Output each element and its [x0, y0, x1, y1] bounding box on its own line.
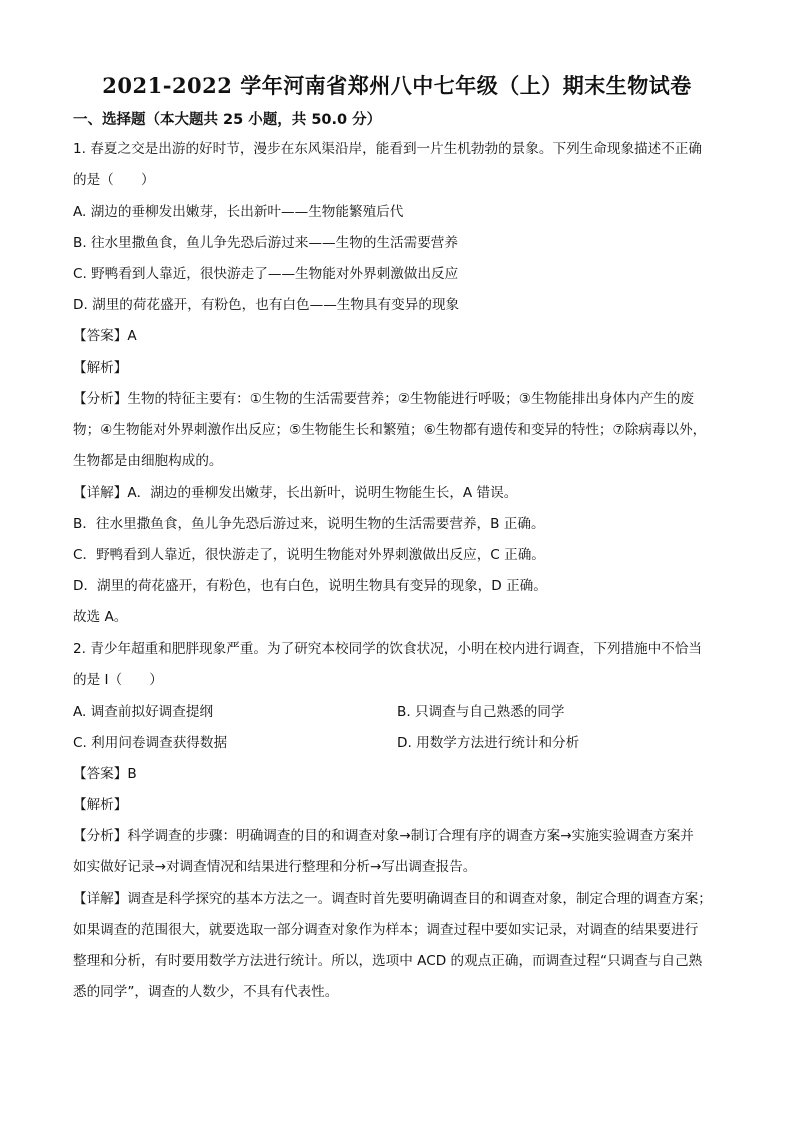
q1-fenxi-line3: 生物都是由细胞构成的。	[73, 453, 223, 469]
q2-stem-cont: 的是 I（ ）	[73, 672, 163, 688]
q1-stem: 1. 春夏之交是出游的好时节，漫步在东风渠沿岸，能看到一片生机勃勃的景象。下列生命现象描述不正确	[73, 141, 703, 157]
q2-option-c: C. 利用问卷调查获得数据	[73, 735, 228, 751]
q2-option-d: D. 用数学方法进行统计和分析	[397, 735, 580, 751]
q2-detail-line1: 【详解】调查是科学探究的基本方法之一。调查时首先要明确调查目的和调查对象，制定合理的调查方案；	[73, 891, 712, 907]
q1-option-d: D. 湖里的荷花盛开，有粉色，也有白色——生物具有变异的现象	[73, 297, 460, 313]
q1-option-c: C. 野鸭看到人靠近，很快游走了——生物能对外界刺激做出反应	[73, 266, 459, 282]
q1-conclusion: 故选 A。	[73, 609, 128, 625]
q2-detail-line4: 悉的同学”，调查的人数少，不具有代表性。	[73, 984, 339, 1000]
q2-option-a: A. 调查前拟好调查提纲	[73, 704, 214, 720]
q1-answer: 【答案】A	[73, 328, 137, 344]
q1-fenxi-line2: 物；④生物能对外界刺激作出反应；⑤生物能生长和繁殖；⑥生物都有遗传和变异的特性；⑦除病毒以外，	[73, 422, 707, 438]
q1-analysis-label: 【解析】	[73, 360, 128, 376]
q1-stem-cont: 的是（ ）	[73, 172, 155, 188]
q1-option-a: A. 湖边的垂柳发出嫩芽，长出新叶——生物能繁殖后代	[73, 204, 404, 220]
q2-analysis-label: 【解析】	[73, 797, 128, 813]
q2-option-b: B. 只调查与自己熟悉的同学	[397, 704, 565, 720]
q1-detail-a: 【详解】A．湖边的垂柳发出嫩芽，长出新叶，说明生物能生长，A 错误。	[73, 485, 518, 501]
q1-fenxi-line1: 【分析】生物的特征主要有：①生物的生活需要营养；②生物能进行呼吸；③生物能排出身体内产生的废	[73, 391, 695, 407]
q1-detail-b: B．往水里撒鱼食，鱼儿争先恐后游过来，说明生物的生活需要营养，B 正确。	[73, 516, 545, 532]
q1-detail-c: C．野鸭看到人靠近，很快游走了，说明生物能对外界刺激做出反应，C 正确。	[73, 547, 545, 563]
q2-fenxi-line1: 【分析】科学调查的步骤：明确调查的目的和调查对象→制订合理有序的调查方案→实施实验调查方案并	[73, 828, 694, 844]
q2-detail-line2: 如果调查的范围很大，就要选取一部分调查对象作为样本；调查过程中要如实记录，对调查的结果要进行	[73, 922, 699, 938]
q1-option-b: B. 往水里撒鱼食，鱼儿争先恐后游过来——生物的生活需要营养	[73, 235, 458, 251]
q2-fenxi-line2: 如实做好记录→对调查情况和结果进行整理和分析→写出调查报告。	[73, 859, 477, 875]
q2-stem: 2. 青少年超重和肥胖现象严重。为了研究本校同学的饮食状况，小明在校内进行调查，下列措施中不恰当	[73, 641, 703, 657]
q2-detail-line3: 整理和分析，有时要用数学方法进行统计。所以，选项中 ACD 的观点正确，而调查过程“只调查与自己熟	[73, 953, 703, 969]
page-title: 2021-2022 学年河南省郑州八中七年级（上）期末生物试卷	[102, 73, 692, 98]
q2-answer: 【答案】B	[73, 766, 137, 782]
q1-detail-d: D．湖里的荷花盛开，有粉色，也有白色，说明生物具有变异的现象，D 正确。	[73, 578, 547, 594]
section-heading: 一、选择题（本大题共 25 小题，共 50.0 分）	[73, 112, 382, 128]
